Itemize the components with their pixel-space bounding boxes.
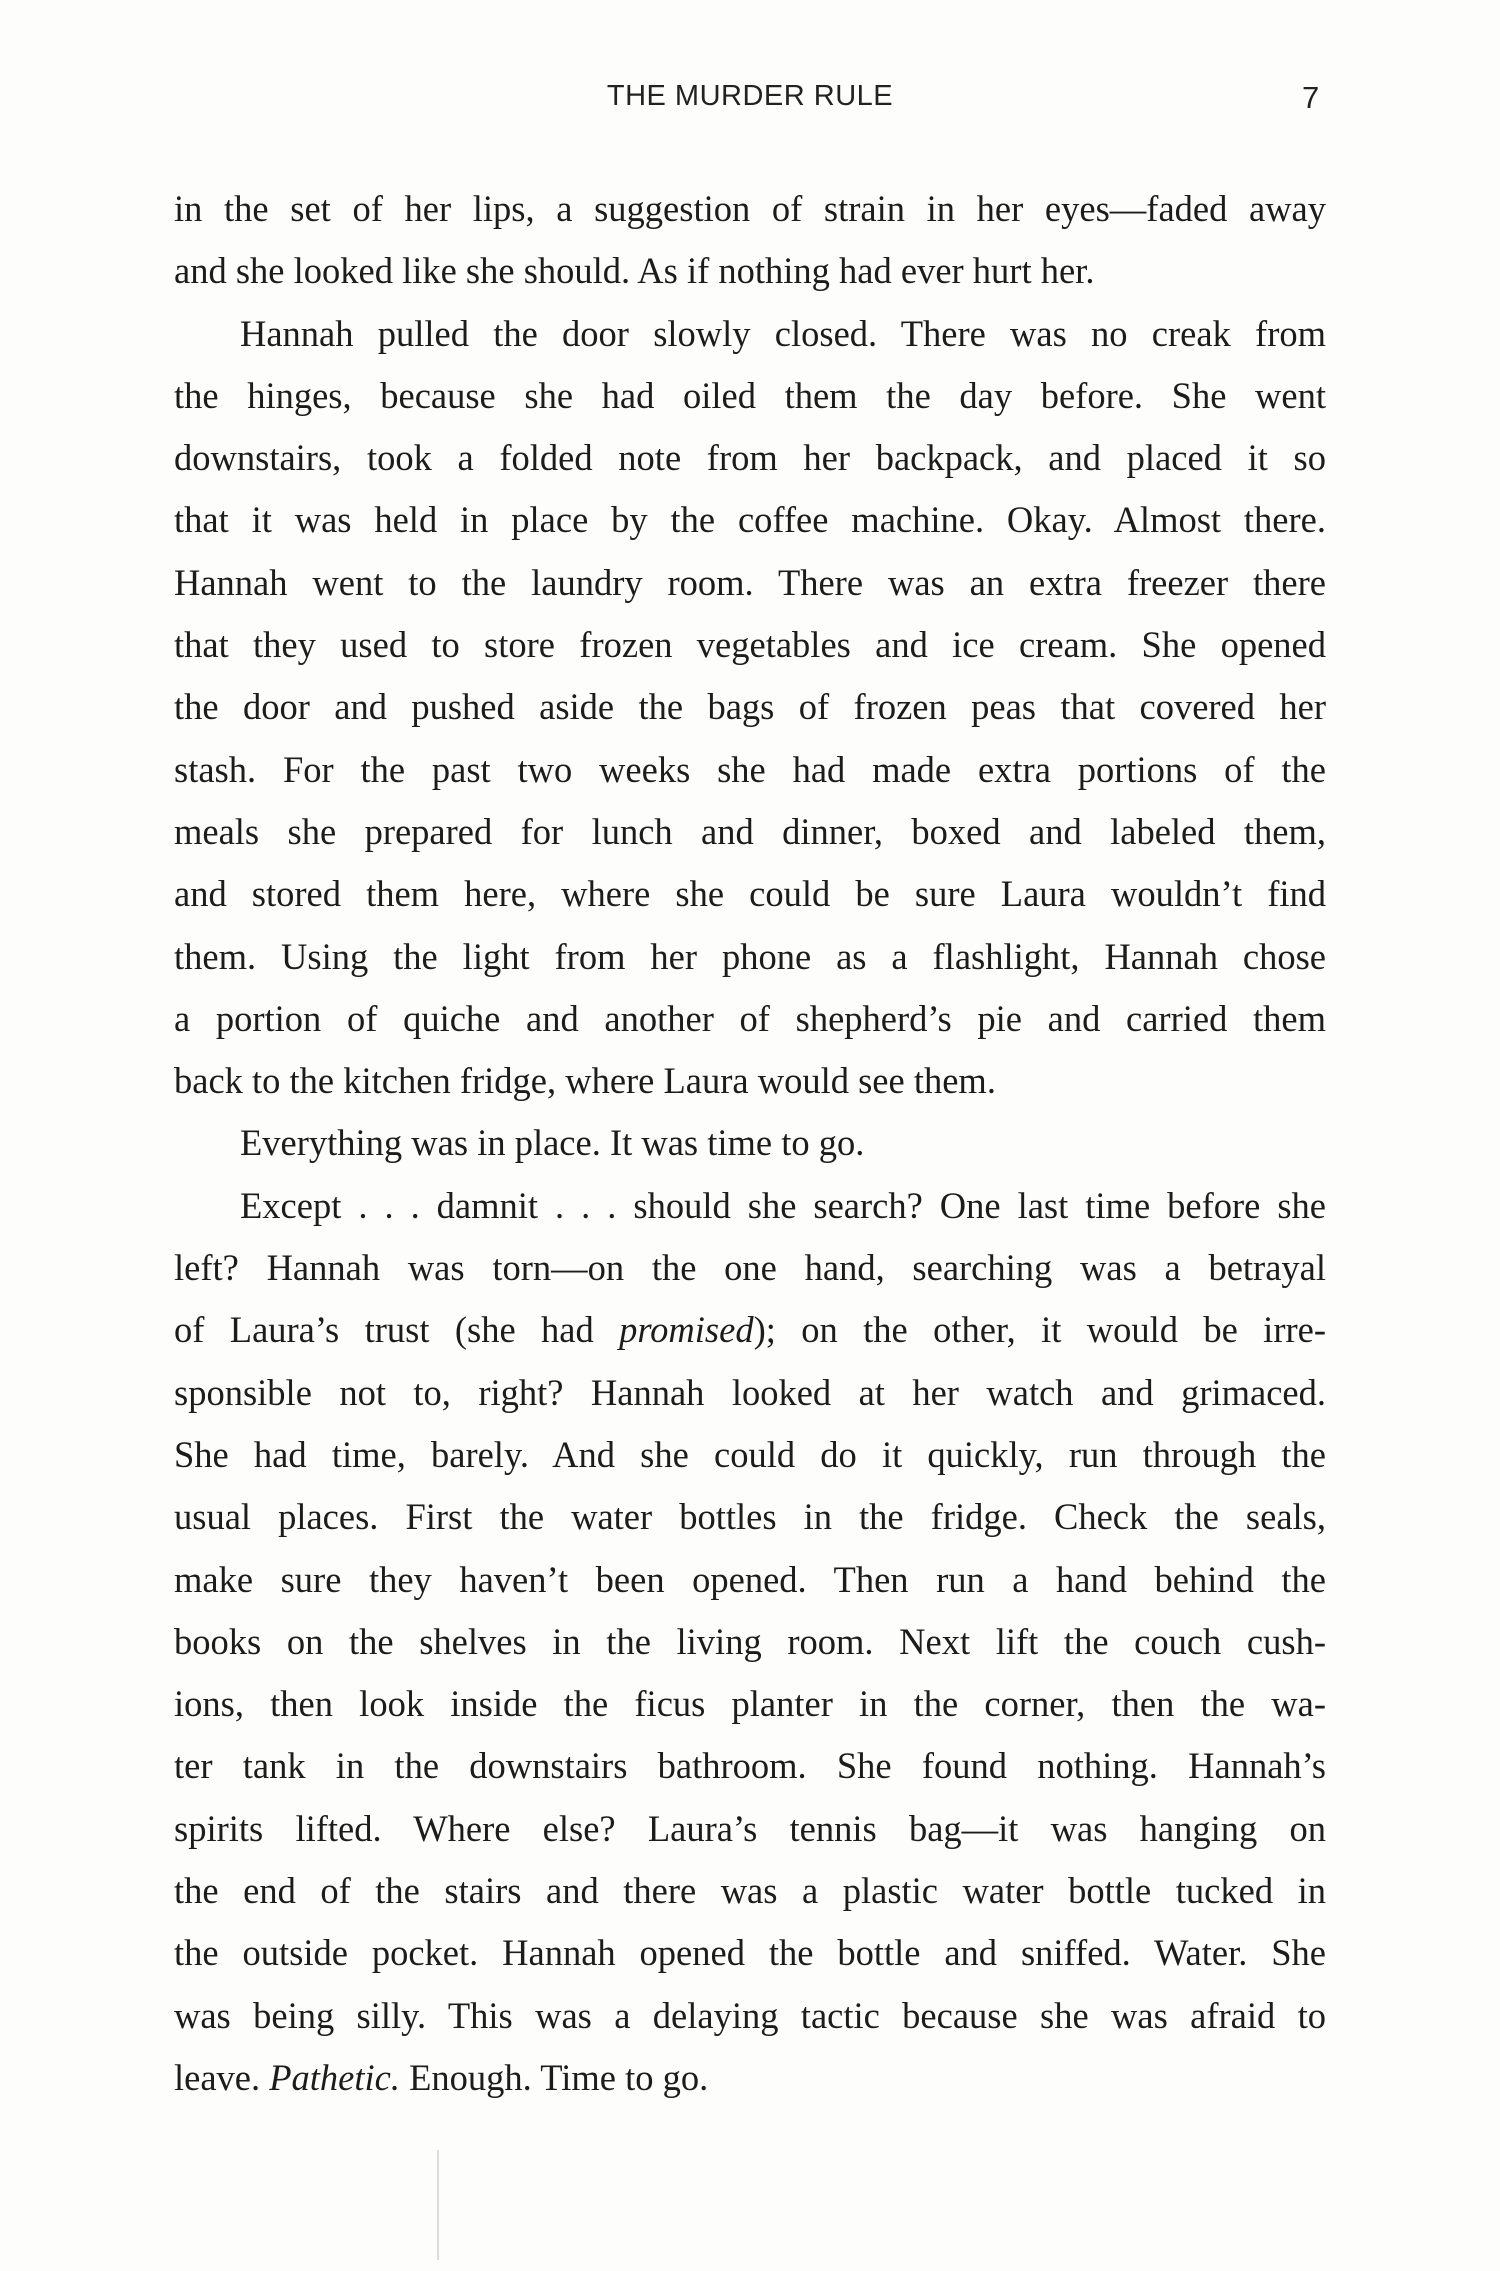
text-span: that they used to store frozen vegetables and ice cream. She opened	[174, 624, 1326, 666]
text-line	[174, 1611, 1326, 1673]
text-span: and stored them here, where she could be sure Laura wouldn’t find	[174, 873, 1326, 915]
text-span: She had time, barely. And she could do it quickly, run through the	[174, 1433, 1326, 1475]
text-span: of Laura’s trust (she had	[174, 1309, 620, 1351]
text-line	[174, 1299, 1326, 1361]
body-text	[174, 178, 1326, 2109]
text-line	[174, 926, 1326, 988]
text-line	[174, 1050, 1326, 1112]
text-line	[174, 1673, 1326, 1735]
text-span: the end of the stairs and there was a plastic water bottle tucked in	[174, 1870, 1326, 1912]
text-line	[174, 801, 1326, 863]
text-span: a portion of quiche and another of shepherd’s pie and carried them	[174, 997, 1326, 1039]
text-line	[174, 739, 1326, 801]
text-line	[174, 1175, 1326, 1237]
italic-text: Pathetic.	[269, 2056, 400, 2098]
text-line	[174, 178, 1326, 240]
text-span: Hannah went to the laundry room. There was an extra freezer there	[174, 561, 1326, 603]
text-line	[174, 303, 1326, 365]
text-span: meals she prepared for lunch and dinner, boxed and labeled them,	[174, 810, 1326, 852]
text-span: make sure they haven’t been opened. Then run a hand behind the	[174, 1558, 1326, 1600]
text-span: ); on the other, it would be irre-	[753, 1309, 1326, 1351]
text-span: the hinges, because she had oiled them the day before. She went	[174, 374, 1326, 416]
text-line	[174, 1549, 1326, 1611]
text-span: them. Using the light from her phone as a flashlight, Hannah chose	[174, 935, 1326, 977]
text-line	[174, 2047, 1326, 2109]
text-span: sponsible not to, right? Hannah looked at her watch and grimaced.	[174, 1371, 1326, 1413]
text-line	[174, 1798, 1326, 1860]
text-span: in the set of her lips, a suggestion of strain in her eyes—faded away	[174, 188, 1326, 229]
text-line	[174, 1486, 1326, 1548]
text-line	[174, 489, 1326, 551]
text-span: usual places. First the water bottles in the fridge. Check the seals,	[174, 1496, 1326, 1538]
text-line	[174, 427, 1326, 489]
text-line	[174, 552, 1326, 614]
text-line	[174, 1735, 1326, 1797]
page-number: 7	[1302, 80, 1320, 115]
text-span: stash. For the past two weeks she had made extra portions of the	[174, 748, 1326, 790]
text-line	[174, 365, 1326, 427]
text-span: left? Hannah was torn—on the one hand, searching was a betrayal	[174, 1247, 1326, 1289]
text-span: Except . . . damnit . . . should she search? One last time before she	[240, 1184, 1326, 1226]
text-span: Everything was in place. It was time to go.	[240, 1122, 865, 1164]
scan-gutter-mark	[437, 2150, 439, 2260]
italic-text: promised	[619, 1309, 754, 1351]
text-line	[174, 863, 1326, 925]
text-line	[174, 614, 1326, 676]
text-span: Hannah pulled the door slowly closed. There was no creak from	[240, 312, 1326, 354]
text-line	[174, 240, 1326, 302]
text-line	[174, 1362, 1326, 1424]
running-head-title: THE MURDER RULE	[606, 80, 894, 112]
text-line	[174, 1237, 1326, 1299]
text-span: leave.	[174, 2056, 270, 2098]
text-span: downstairs, took a folded note from her backpack, and placed it so	[174, 437, 1326, 479]
text-span: the door and pushed aside the bags of frozen peas that covered her	[174, 686, 1326, 728]
text-span: back to the kitchen fridge, where Laura would see them.	[174, 1060, 996, 1102]
text-line	[174, 1424, 1326, 1486]
text-line	[174, 1922, 1326, 1984]
text-span: Enough. Time to go.	[400, 2056, 709, 2098]
text-span: books on the shelves in the living room. Next lift the couch cush-	[174, 1620, 1326, 1662]
text-span: ions, then look inside the ficus planter in the corner, then the wa-	[174, 1683, 1326, 1725]
text-span: spirits lifted. Where else? Laura’s tennis bag—it was hanging on	[174, 1807, 1326, 1849]
text-line	[174, 1985, 1326, 2047]
text-span: and she looked like she should. As if nothing had ever hurt her.	[174, 250, 1095, 292]
text-span: the outside pocket. Hannah opened the bottle and sniffed. Water. She	[174, 1932, 1326, 1974]
text-span: that it was held in place by the coffee machine. Okay. Almost there.	[174, 499, 1326, 541]
text-line	[174, 1860, 1326, 1922]
text-line	[174, 676, 1326, 738]
text-line	[174, 1112, 1326, 1174]
text-span: ter tank in the downstairs bathroom. She found nothing. Hannah’s	[174, 1745, 1326, 1787]
text-line	[174, 988, 1326, 1050]
text-span: was being silly. This was a delaying tactic because she was afraid to	[174, 1994, 1326, 2036]
